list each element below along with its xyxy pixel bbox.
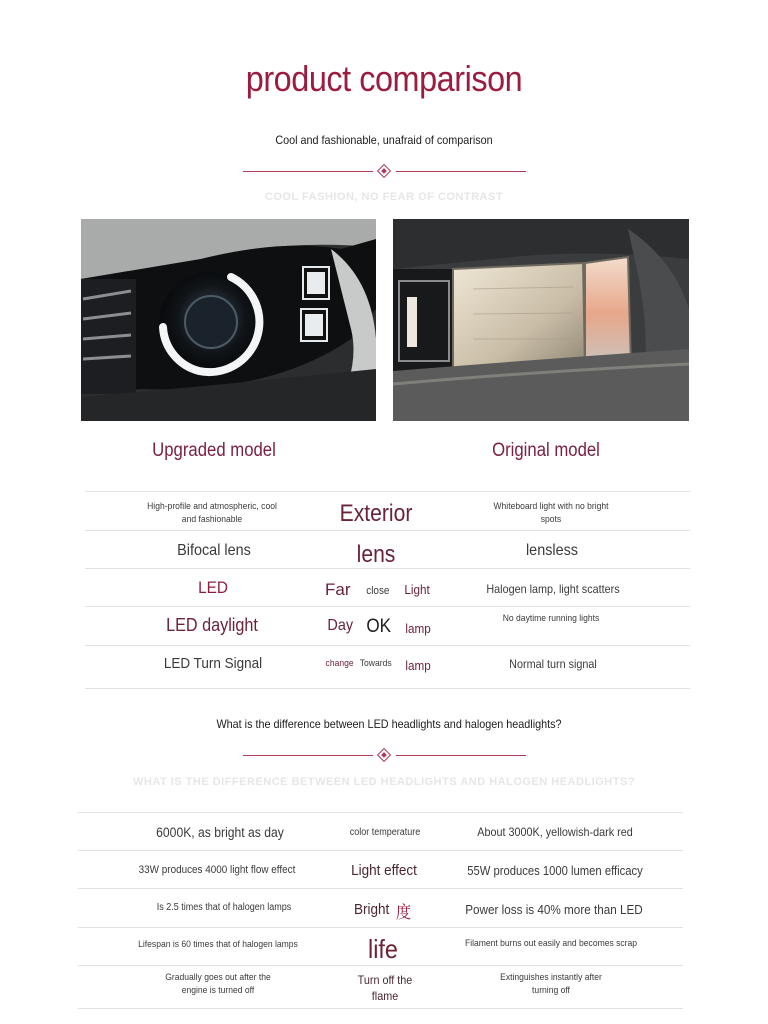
table1-row2-middle: lens [356, 541, 396, 568]
table1-row1-right: Whiteboard light with no bright spots [493, 501, 609, 525]
original-headlight-photo [393, 219, 689, 421]
table2-rule [78, 965, 683, 966]
table2-row5-right: Extinguishes instantly after turning off [500, 972, 602, 996]
divider-left [243, 755, 373, 756]
ghost-caption: COOL FASHION, NO FEAR OF CONTRAST [264, 191, 504, 203]
divider-left [243, 171, 373, 172]
page-subtitle: Cool and fashionable, unafraid of comparison [275, 133, 493, 147]
table1-rule [85, 606, 690, 607]
table2-row1-right: About 3000K, yellowish-dark red [477, 825, 633, 839]
table1-row4-right: No daytime running lights [502, 613, 600, 624]
table1-row4-mid-c: lamp [405, 621, 431, 636]
table2-rule [78, 888, 683, 889]
page-title: product comparison [245, 58, 523, 99]
table1-row5-mid-c: lamp [405, 658, 431, 673]
table1-row5-left: LED Turn Signal [163, 655, 263, 672]
table1-row3-mid-b: close [366, 585, 390, 597]
table2-row1-left: 6000K, as bright as day [156, 825, 284, 840]
table1-row1-left: High-profile and atmospheric, cool and fashionable [147, 501, 277, 525]
table1-row2-left: Bifocal lens [177, 542, 251, 559]
table1-row3-mid-a: Far [325, 580, 351, 599]
table1-row3-left: LED [198, 578, 228, 597]
section2-question: What is the difference between LED headlights and halogen headlights? [216, 717, 562, 731]
table1-row4-left: LED daylight [166, 615, 258, 635]
table1-rule [85, 491, 690, 492]
table1-rule [85, 530, 690, 531]
table1-row4-mid-b: OK [366, 616, 392, 637]
table2-row4-right: Filament burns out easily and becomes scrap [464, 938, 638, 949]
diamond-ornament [377, 164, 391, 178]
upgraded-model-label: Upgraded model [152, 440, 276, 461]
table1-row1-middle: Exterior [339, 500, 413, 527]
table1-row5-right: Normal turn signal [509, 657, 597, 671]
table1-row4-mid-a: Day [327, 617, 354, 634]
table2-row3-left: Is 2.5 times that of halogen lamps [156, 902, 292, 913]
divider-right [396, 755, 526, 756]
upgraded-headlight-photo [81, 219, 376, 421]
table2-row2-middle: Light effect [351, 862, 417, 879]
table2-row3-right: Power loss is 40% more than LED [465, 902, 643, 917]
table2-rule [78, 927, 683, 928]
table1-rule [85, 645, 690, 646]
table2-row4-middle: life [368, 934, 398, 964]
table1-row3-mid-c: Light [404, 582, 430, 597]
table2-row5-middle: Turn off the flame [357, 973, 413, 1003]
table2-rule [78, 1008, 683, 1009]
table2-rule [78, 812, 683, 813]
table2-row4-left: Lifespan is 60 times that of halogen lamps [138, 939, 298, 950]
table2-row3-mid-a: Bright [353, 901, 390, 918]
table1-rule [85, 688, 690, 689]
table1-row3-right: Halogen lamp, light scatters [486, 582, 620, 596]
table2-row1-middle: color temperature [349, 827, 421, 838]
table1-row5-mid-a: change [325, 658, 354, 669]
table1-row2-right: lensless [525, 542, 579, 559]
table2-row3-mid-b: 度 [395, 903, 412, 922]
table2-rule [78, 850, 683, 851]
diamond-ornament [377, 748, 391, 762]
original-model-label: Original model [492, 440, 600, 461]
section2-ghost-caption: WHAT IS THE DIFFERENCE BETWEEN LED HEADLIGHTS AND HALOGEN HEADLIGHTS? [133, 776, 635, 788]
table2-row2-left: 33W produces 4000 light flow effect [138, 864, 296, 876]
table2-row5-left: Gradually goes out after the engine is turned off [165, 972, 271, 996]
table2-row2-right: 55W produces 1000 lumen efficacy [467, 864, 643, 878]
divider-right [396, 171, 526, 172]
table1-row5-mid-b: Towards [359, 658, 392, 669]
